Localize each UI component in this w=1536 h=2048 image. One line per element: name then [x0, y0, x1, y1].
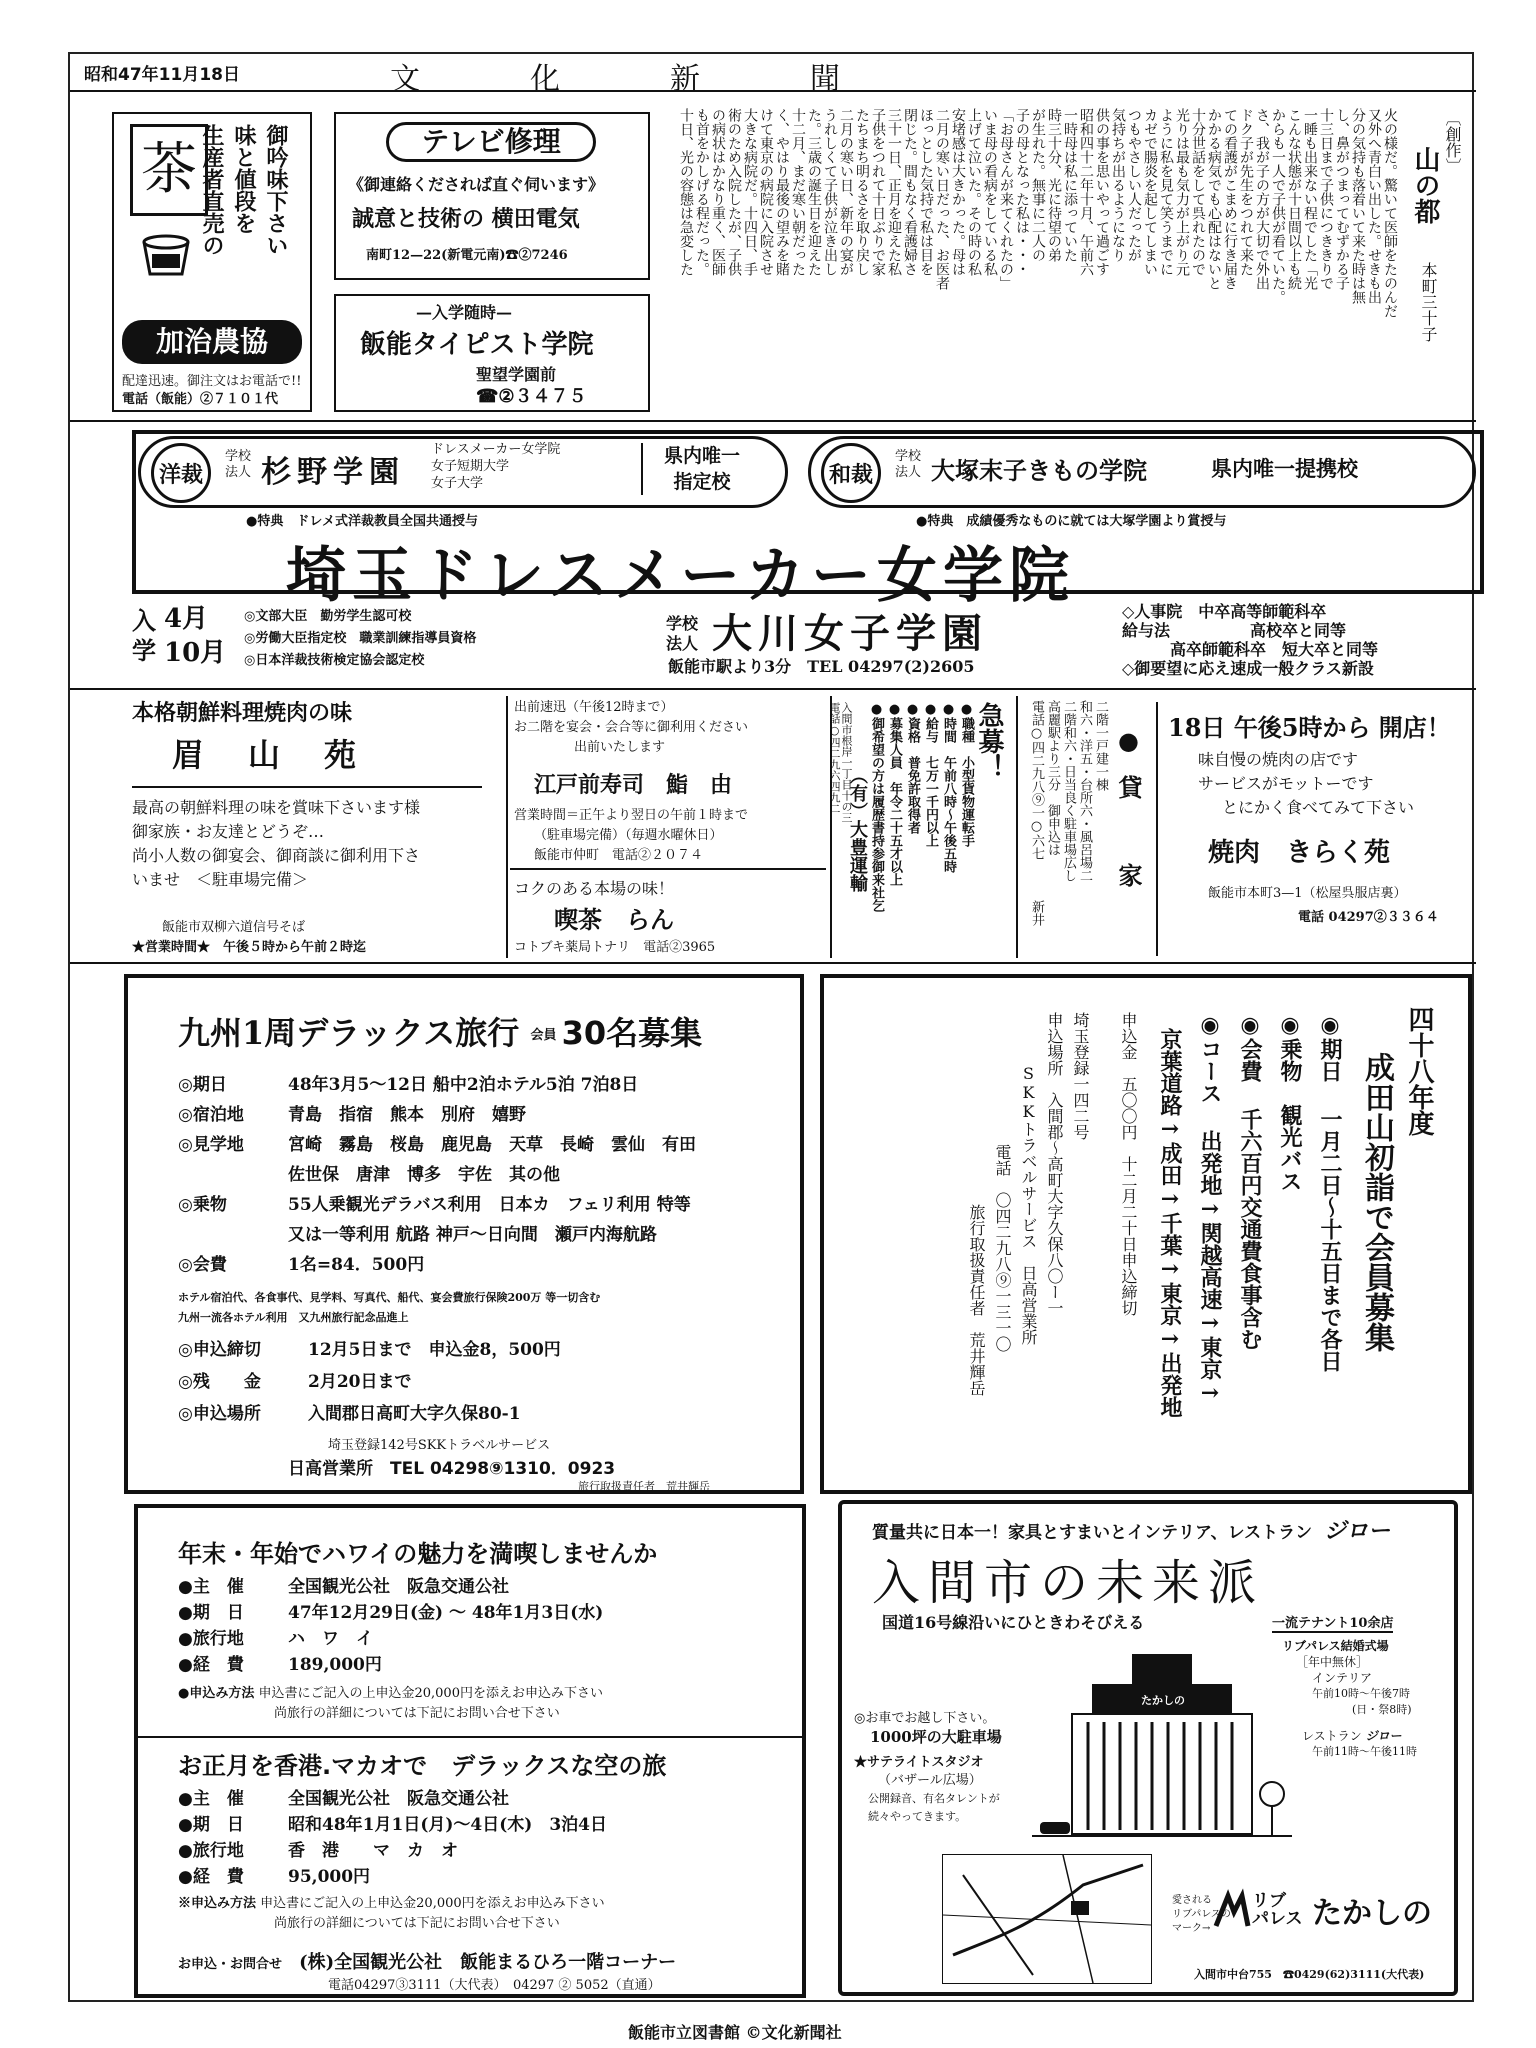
okawa-access: 飯能市駅より3分 TEL 04297(2)2605 — [668, 657, 975, 676]
story-column: の病状はかなり重く、医師 — [710, 108, 726, 276]
narita-item-1: ◉期日 一月二日〜十五日まで各日 — [1317, 1012, 1343, 1372]
story-column: 十三日まで子供につききりで — [1318, 108, 1334, 290]
jiro-brand-2: ジロー — [1365, 1729, 1402, 1743]
hongkong-apply-label: ※申込み方法 — [178, 1896, 257, 1911]
narita-reg: 埼玉登録一四二号 — [1071, 1012, 1090, 1140]
detail-row — [178, 1130, 798, 1160]
detail-value: 宮崎 霧島 桜島 鹿児島 天草 長崎 雲仙 有田 — [288, 1135, 696, 1155]
detail-value: 佐世保 唐津 博多 宇佐 其の他 — [288, 1165, 560, 1185]
liv-note-2: リブパレスの — [1172, 1909, 1231, 1920]
narita-title: 四十八年度 — [1404, 1006, 1434, 1136]
kissa-addr: コトブキ薬局トナリ 電話②3965 — [514, 940, 716, 955]
story-label: 〔創作〕 — [1443, 110, 1462, 174]
takashino-rest-hours: 午前11時〜午後11時 — [1312, 1745, 1417, 1758]
detail-row — [178, 1398, 798, 1430]
hongkong-contact: (株)全国観光公社 飯能まるひろ一階コーナー — [299, 1952, 677, 1973]
story-column: いま母の看病をしている私 — [982, 108, 998, 276]
typist-tel: ☎②３４７５ — [476, 386, 587, 407]
detail-label: ◎乗物 — [178, 1195, 227, 1215]
sushi-line-2: お二階を宴会・会合等に御利用ください — [514, 720, 749, 735]
otsuka-note: ●特典 成績優秀なものに就ては大塚学園より賞授与 — [916, 514, 1227, 529]
story-column: 上げて泣いた。その時の私 — [966, 108, 982, 276]
detail-row — [178, 1220, 798, 1250]
detail-label: ●期 日 — [178, 1603, 244, 1623]
bizan-name: 眉 山 苑 — [172, 736, 363, 774]
hongkong-apply-2: 尚旅行の詳細については下記にお問い合せ下さい — [274, 1916, 560, 1931]
narita-tel: 電話 〇四二九八⑨一三一〇 — [993, 1144, 1012, 1352]
story-column: ドク子が先生をつれて来た — [1238, 108, 1254, 276]
takashino-parking-size: 1000坪の大駐車場 — [870, 1728, 1002, 1746]
jiro-brand: ジロー — [1324, 1519, 1391, 1544]
story-column: ように私を見て笑うまでに — [1158, 108, 1174, 276]
okawa-school-ad — [132, 602, 1484, 680]
kiraku-head: 18日 午後5時から 開店！ — [1168, 713, 1451, 742]
hawaii-details — [178, 1574, 603, 1678]
narita-item-3: ◉会費 千六百円交通費食事含む — [1237, 1012, 1263, 1350]
liv-note-1: 愛される — [1172, 1895, 1212, 1906]
takashino-sub: 国道16号線沿いにひときわそびえる — [882, 1613, 1145, 1632]
story-column: からも一人で子供が看ていた。 — [1270, 108, 1286, 304]
kiraku-name: 焼肉 きらく苑 — [1208, 838, 1391, 868]
story-column: 子供をつれて十日ぶりで家 — [870, 108, 886, 276]
narita-item-2: ◉乗物 観光バス — [1277, 1012, 1303, 1192]
takashino-wedding: リブパレス結婚式場 — [1282, 1639, 1389, 1653]
kashiya-ad — [1022, 696, 1152, 958]
takashino-title: 入間市の未来派 — [872, 1555, 1265, 1611]
kashiya-line-2: 和六・洋五・台所六・風呂場二 — [1077, 700, 1092, 882]
kyubo-line-5: ●募集人員 年令二十五才以上 — [887, 702, 902, 886]
detail-value: 入間郡日高町大字久保80-1 — [308, 1404, 521, 1424]
kiraku-line-2: サービスがモットーです — [1198, 774, 1374, 793]
detail-label: ●主 催 — [178, 1577, 244, 1597]
story-column: たちまち明るさを取り戻し — [854, 108, 870, 276]
okawa-point-3: ◎日本洋裁技術検定協会認定校 — [244, 653, 425, 668]
detail-label: ●経 費 — [178, 1867, 244, 1887]
narita-skk: SKKトラベルサービス 日高営業所 — [1019, 1064, 1038, 1345]
tea-note: 配達迅速。御注文はお電話で!! — [122, 374, 302, 389]
okawa-name: 大川女子学園 — [712, 610, 988, 657]
kyushu-reg: 埼玉登録142号SKKトラベルサービス — [328, 1438, 551, 1453]
story-column: 時三十分、光に待望の弟 — [1046, 108, 1062, 262]
okawa-point-1: ◎文部大臣 勤労学生認可校 — [244, 609, 412, 624]
story-column: も首をかしげる程だった。 — [694, 108, 710, 276]
detail-value: 47年12月29日(金) ～ 48年1月3日(水) — [288, 1603, 604, 1623]
sushi-addr: 飯能市仲町 電話②２０７４ — [534, 848, 704, 863]
story-column: けて東京の病院に入院させ — [758, 108, 774, 276]
kyushu-member: 会員 — [530, 1027, 557, 1043]
takashino-sat-note-2: 続々やってきます。 — [868, 1810, 967, 1823]
okawa-right-1: ◇人事院 中卒高等師範科卒 — [1122, 602, 1327, 621]
kyushu-note-2: 九州一流各ホテル利用 又九州旅行記念品進上 — [178, 1311, 409, 1324]
kashiya-line-1: 二階一戸建一棟 — [1093, 700, 1108, 791]
hongkong-apply — [178, 1894, 605, 1934]
takashino-addr: 入間市中台755 ☎0429(62)3111(大代表) — [1194, 1968, 1425, 1981]
livpalace-logo-b: パレス — [1252, 1909, 1303, 1929]
takashino-wedding-sub: ［年中無休］ — [1296, 1655, 1369, 1669]
detail-row — [178, 1812, 607, 1838]
tv-sub: 《御連絡くだされば直ぐ伺います》 — [348, 175, 605, 194]
detail-value: 95,000円 — [288, 1867, 371, 1887]
building-illustration — [1032, 1644, 1292, 1844]
detail-value: 全国観光公社 阪急交通公社 — [288, 1789, 509, 1809]
hawaii-title: 年末・年始でハワイの魅力を満喫しませんか — [178, 1540, 658, 1568]
tv-line: 誠意と技術の 横田電気 — [352, 206, 580, 232]
okawa-point-2: ◎労働大臣指定校 職業訓練指導員資格 — [244, 631, 477, 646]
takashino-satellite: ★サテライトスタジオ — [854, 1755, 984, 1770]
story-column: 二月の寒い日だった、お医者 — [934, 108, 950, 290]
story-title: 山の都 — [1410, 146, 1440, 224]
kiraku-line-1: 味自慢の焼肉の店です — [1198, 750, 1359, 769]
narita-apply: 申込金 五〇〇円 十二月二十日申込締切 — [1119, 1012, 1138, 1316]
dressmaker-banner — [132, 430, 1484, 611]
hongkong-tel: 電話04297③3111（大代表） 04297 ② 5052（直通） — [328, 1978, 661, 1993]
kyushu-count: 30名募集 — [561, 1014, 703, 1052]
kyushu-tour-ad — [124, 974, 804, 1494]
bizan-hours: ★営業時間★ 午後５時から午前２時迄 — [132, 940, 367, 955]
sushi-name: 江戸前寿司 鮨 由 — [534, 772, 733, 798]
takashino-tenant: 一流テナント10余店 — [1272, 1612, 1393, 1633]
story-column: 供の事を思いやって過ごす — [1094, 108, 1110, 276]
narita-title2: 成田山初詣で会員募集 — [1359, 1052, 1394, 1352]
kiraku-line-3: とにかく食べてみて下さい — [1222, 798, 1415, 817]
liv-note-3: マーク→ — [1172, 1923, 1211, 1934]
detail-row — [178, 1160, 798, 1190]
otsuka-block — [808, 436, 1476, 508]
okawa-corp: 学校法人 — [666, 614, 699, 653]
takashino-top — [872, 1514, 1390, 1545]
okawa-months — [164, 602, 226, 670]
building-sign: たかしの — [1138, 1692, 1188, 1708]
story-column: 術のため入院したが、子供 — [726, 108, 742, 276]
kyubo-line-2: ●時間 午前八時〜午後五時 — [941, 702, 956, 873]
detail-label: ●旅行地 — [178, 1629, 244, 1649]
bizan-head: 本格朝鮮料理焼肉の味 — [132, 700, 353, 726]
hongkong-details — [178, 1786, 607, 1890]
detail-label: ●主 催 — [178, 1789, 244, 1809]
okawa-right-3: 高卒師範科卒 短大卒と同等 — [1122, 640, 1379, 659]
sugino-note: ●特典 ドレメ式洋裁教員全国共通授与 — [246, 514, 478, 529]
hawaii-apply — [178, 1684, 603, 1724]
detail-value: 昭和48年1月1日(月)〜4日(木) 3泊4日 — [288, 1815, 607, 1835]
bizan-ad — [132, 696, 492, 958]
zenkoku-tour-ads — [134, 1504, 806, 1998]
tea-cup-icon — [136, 230, 196, 280]
story-column: た。三歳の誕生日を迎えた — [806, 108, 822, 276]
sugino-badge — [641, 443, 761, 495]
story-column: うれしくて子供が泣き出し — [822, 108, 838, 276]
detail-label: ●期 日 — [178, 1815, 244, 1835]
tv-repair-ad — [334, 112, 650, 280]
detail-value: 189,000円 — [288, 1655, 382, 1675]
takashino-interior-hours: 午前10時〜午後7時 — [1312, 1687, 1410, 1700]
detail-value: 55人乗観光デラバス利用 日本カ フェリ利用 特等 — [288, 1195, 691, 1215]
detail-value: 又は一等利用 航路 神戸〜日向間 瀬戸内海航路 — [288, 1225, 657, 1245]
tv-addr: 南町12—22(新電元南)☎②7246 — [366, 248, 568, 263]
detail-value: 1名=84．500円 — [288, 1255, 425, 1275]
detail-label: ◎残 金 — [178, 1372, 261, 1392]
kashiya-line-5: 電話○四二九八⑨一○六七 — [1029, 700, 1044, 860]
typist-name: 飯能タイピスト学院 — [360, 330, 594, 360]
takashino-bazaar: （バザール広場） — [878, 1773, 982, 1788]
detail-row — [178, 1786, 607, 1812]
narita-manager: 旅行取扱責任者 荒井輝岳 — [967, 1204, 986, 1396]
story-column: 三十一日、正月を迎えた私 — [886, 108, 902, 276]
detail-row — [178, 1864, 607, 1890]
sushi-sub: （駐車場完備）（毎週水曜休日） — [534, 828, 723, 843]
detail-row — [178, 1652, 603, 1678]
kiraku-ad — [1156, 702, 1472, 956]
kyubo-ad — [828, 696, 1012, 958]
kiraku-tel: 電話 04297②３３６４ — [1298, 910, 1439, 925]
okawa-month-2: 10月 — [164, 638, 227, 668]
takashino-info — [1282, 1638, 1417, 1760]
takashino-sat-note-1: 公開録音、有名タレントが — [868, 1792, 1000, 1805]
story-column: 又外へ青白い出した。せきも出 — [1366, 108, 1382, 304]
detail-value: 48年3月5〜12日 船中2泊ホテル5泊 7泊8日 — [288, 1075, 639, 1095]
typist-top: —入学随時— — [416, 303, 513, 322]
takashino-restaurant: レストラン — [1302, 1729, 1362, 1743]
takashino-rest-row — [1282, 1728, 1417, 1744]
story-column: 火の様だ。驚いて医師をたのんだ — [1382, 108, 1398, 318]
tea-tel: 電話（飯能）②７１０１代 — [122, 392, 279, 407]
issue-date: 昭和47年11月18日 — [84, 65, 240, 85]
takashino-interior-days: (日・祭8時) — [1352, 1703, 1412, 1716]
sugino-block — [138, 436, 788, 508]
detail-label — [178, 1220, 278, 1250]
masthead-title: 文 化 新 聞 — [390, 62, 880, 97]
bizan-body-4: いませ ＜駐車場完備＞ — [132, 870, 309, 889]
kyushu-title-text: 九州1周デラックス旅行 — [178, 1014, 520, 1052]
newspaper-page — [68, 52, 1474, 2002]
detail-label: ◎会費 — [178, 1255, 227, 1275]
sugino-badge-2: 指定校 — [673, 471, 731, 493]
sugino-sub-1: ドレスメーカー女学院 — [431, 442, 561, 457]
okawa-points — [244, 606, 476, 672]
detail-value: ハ ワ イ — [288, 1629, 373, 1649]
kyushu-details — [178, 1070, 798, 1280]
narita-item-4: ◉コース 出発地→関越高速→東京→ — [1197, 1012, 1223, 1406]
kiraku-addr: 飯能市本町3—1（松屋呉服店裏） — [1208, 886, 1407, 901]
kyushu-details-2 — [178, 1334, 798, 1430]
story-column: 大きな病院だ。十四日、手 — [742, 108, 758, 276]
location-map — [942, 1854, 1152, 1984]
kyushu-note-1: ホテル宿泊代、各食事代、見学料、写真代、船代、宴会費旅行保険200万 等一切含む — [178, 1291, 601, 1304]
kashiya-line-4: 高麗駅より三分 御申込は — [1045, 700, 1060, 856]
kiraku-lines — [1198, 748, 1414, 820]
kyushu-note — [178, 1288, 600, 1328]
sushi-ad — [514, 696, 824, 866]
story-column: 光りは最も気力が上がり元 — [1174, 108, 1190, 276]
library-credit: 飯能市立図書館 ©文化新聞社 — [628, 2023, 842, 2042]
detail-row — [178, 1070, 798, 1100]
tv-title: テレビ修理 — [386, 122, 596, 162]
story-column: 二月の寒い日、新年の宴が — [838, 108, 854, 276]
story-column: ての看護がこまめに行き届き — [1222, 108, 1238, 290]
kyushu-office: 日高営業所 TEL 04298⑨1310．0923 — [288, 1459, 616, 1479]
detail-row — [178, 1100, 798, 1130]
kyubo-tel: 電話○四二九六四九二 — [828, 702, 841, 814]
bizan-body-1: 最高の朝鮮料理の味を賞味下さいます様 — [132, 798, 421, 817]
okawa-right-4: ◇御要望に応え速成一般クラス新設 — [1122, 659, 1374, 678]
kyushu-manager: 旅行取扱責任者 荒井輝岳 — [578, 1480, 710, 1493]
detail-label: ●経 費 — [178, 1655, 244, 1675]
bizan-body-3: 尚小人数の御宴会、御商談に御利用下さ — [132, 846, 421, 865]
story-column: カゼで腸炎を起してしまい — [1142, 108, 1158, 276]
story-column: さ、我が子の方が大切で外出 — [1254, 108, 1270, 290]
story-column: 一睡も出来ない程でした「光 — [1302, 108, 1318, 290]
story-column: 子の母となった私は・・・ — [1014, 108, 1030, 276]
kyubo-line-4: ●資格 普免許取得者 — [905, 702, 920, 834]
story-column: 十分世話をして呉れたので — [1190, 108, 1206, 276]
hawaii-apply-1: 申込書にご記入の上申込金20,000円を添えお申込み下さい — [258, 1686, 603, 1701]
takashino-parking-note: ◎お車でお越し下さい。 — [854, 1711, 996, 1726]
story-column: 一時母は私に添っていた — [1062, 108, 1078, 262]
story-column: ほっとした気持で私は目を — [918, 108, 934, 276]
banner-main: 埼玉ドレスメーカー女学院 — [286, 541, 1075, 611]
narita-item-5: 京葉道路→成田→千葉→東京→出発地 — [1157, 1028, 1183, 1418]
detail-label: ◎宿泊地 — [178, 1105, 244, 1125]
story-author: 本町三十子 — [1419, 262, 1438, 342]
tea-line-3: 御吟味下さい — [263, 124, 289, 256]
kyubo-addr: 入間市根岸一丁目十の三 — [840, 702, 853, 823]
otsuka-corp: 学校法人 — [895, 449, 922, 480]
story-column: 閉じた。間もなく看護婦さ — [902, 108, 918, 276]
sushi-lines — [514, 698, 748, 758]
tea-shop-name: 加治農協 — [122, 320, 302, 364]
sushi-line-3: 出前いたします — [574, 740, 666, 755]
story-column: こんな状態が十日間以上も続 — [1286, 108, 1302, 290]
bizan-body-2: 御家族・お友達とどうぞ… — [132, 822, 325, 841]
story-column: 安堵感は大きかった。母は — [950, 108, 966, 276]
takashino-interior: インテリア — [1312, 1671, 1373, 1685]
hongkong-contact-row — [178, 1948, 676, 1974]
okawa-entry: 入学 — [132, 606, 156, 665]
story-column: 分の気持も落着いて来た時は無 — [1350, 108, 1366, 304]
detail-label: ◎期日 — [178, 1075, 227, 1095]
typist-addr: 聖望学園前 — [476, 365, 557, 384]
tea-ad — [112, 112, 312, 412]
kyubo-line-6: ●御希望の方は履歴書持参御来社乞 — [869, 702, 884, 912]
okawa-right-2: 給与法 高校卒と同等 — [1122, 621, 1347, 640]
sugino-sub — [431, 441, 631, 492]
detail-value: 12月5日まで 申込金8，500円 — [308, 1340, 561, 1360]
story-column: 十日、光の容態は急変した — [678, 108, 694, 276]
detail-label: ◎申込締切 — [178, 1340, 261, 1360]
detail-value: 全国観光公社 阪急交通公社 — [288, 1577, 509, 1597]
kyubo-line-1: ●職種 小型貨物運転手 — [959, 702, 974, 847]
detail-row — [178, 1250, 798, 1280]
story-column: く、やはり最後の望みを賭 — [774, 108, 790, 276]
serial-story — [670, 102, 1474, 420]
tea-logo: 茶 — [130, 124, 208, 216]
detail-value: 青島 指宿 熊本 別府 嬉野 — [288, 1105, 526, 1125]
detail-row — [178, 1366, 798, 1398]
detail-row — [178, 1600, 603, 1626]
bizan-addr: 飯能市双柳六道信号そば — [162, 920, 306, 935]
story-column: つもやさしい人だったが — [1126, 108, 1142, 262]
hawaii-apply-2: 尚旅行の詳細については下記にお問い合せ下さい — [274, 1706, 560, 1721]
detail-label: ◎申込場所 — [178, 1404, 261, 1424]
takashino-logo-name: たかしの — [1312, 1896, 1432, 1931]
story-column: が生れた。無事に二人の — [1030, 108, 1046, 262]
kissa-name: 喫茶 らん — [554, 905, 674, 934]
kashiya-title: ●貸 家 — [1114, 726, 1143, 907]
okawa-right — [1122, 602, 1378, 678]
tea-line-1: 生産者直売の — [199, 124, 225, 256]
livpalace-mark-icon — [1214, 1892, 1250, 1928]
story-column: 気持ちが出るようになり — [1110, 108, 1126, 262]
hongkong-contact-label: お申込・お問合せ — [178, 1957, 283, 1972]
kissa-ad — [514, 876, 824, 958]
hawaii-apply-label: ●申込み方法 — [178, 1686, 255, 1701]
story-column: 十二月、まだ寒い朝だった — [790, 108, 806, 276]
sushi-line-1: 出前速迅（午後12時まで） — [514, 700, 674, 715]
sugino-circle: 洋裁 — [151, 443, 211, 503]
detail-label: ◎見学地 — [178, 1135, 244, 1155]
takashino-top-text: 質量共に日本一！家具とすまいとインテリア、レストラン — [872, 1523, 1313, 1543]
detail-value: 香 港 マ カ オ — [288, 1841, 458, 1861]
takashino-parking — [854, 1710, 1002, 1826]
sugino-name: 杉野学園 — [261, 455, 405, 490]
kashiya-line-6: 新井 — [1029, 900, 1044, 926]
detail-row — [178, 1334, 798, 1366]
story-body — [680, 108, 1400, 408]
narita-tour-ad — [820, 974, 1472, 1494]
detail-value: 2月20日まで — [308, 1372, 412, 1392]
kyushu-title — [178, 1008, 702, 1054]
story-column: し、鼻がつまってむずかる子 — [1334, 108, 1350, 290]
hongkong-apply-1: 申込書にご記入の上申込金20,000円を添えお申込み下さい — [260, 1896, 605, 1911]
livpalace-logo-a: リブ — [1252, 1891, 1286, 1911]
kyubo-title: 急募！ — [974, 702, 1004, 780]
sugino-sub-2: 女子短期大学 — [431, 459, 510, 474]
story-column: 「お母さんが来てくれたの」 — [998, 108, 1014, 290]
kyubo-company: （有）大豊運輸 — [847, 766, 868, 892]
kissa-top: コクのある本場の味！ — [514, 879, 675, 898]
livpalace-logo — [1252, 1892, 1303, 1928]
kyubo-line-3: ●給与 七万一千円以上 — [923, 702, 938, 847]
bizan-body — [132, 796, 420, 892]
detail-label: ●旅行地 — [178, 1841, 244, 1861]
tea-line-2: 味と値段を — [231, 124, 257, 234]
hongkong-title: お正月を香港.マカオで デラックスな空の旅 — [178, 1752, 667, 1780]
kashiya-line-3: 二階和六・日当良く駐車場広し — [1061, 700, 1076, 882]
otsuka-circle: 和裁 — [821, 443, 881, 503]
story-column: かかる病気でも心配はないと — [1206, 108, 1222, 290]
sugino-corp: 学校法人 — [225, 449, 252, 480]
sushi-hours: 営業時間＝正午より翌日の午前１時まで — [514, 808, 749, 823]
sugino-badge-1: 県内唯一 — [663, 445, 740, 467]
detail-row — [178, 1626, 603, 1652]
narita-place: 申込場所 入間郡〜高町大字久保八〇ー一 — [1045, 1012, 1064, 1316]
detail-label — [178, 1160, 278, 1190]
otsuka-name: 大塚末子きもの学院 — [931, 456, 1147, 485]
otsuka-badge: 県内唯一提携校 — [1211, 456, 1358, 481]
sugino-sub-3: 女子大学 — [431, 476, 484, 491]
detail-row — [178, 1190, 798, 1220]
takashino-ad — [838, 1500, 1458, 1996]
typist-school-ad — [334, 294, 650, 412]
story-column: 昭和四十二年十月、午前六 — [1078, 108, 1094, 276]
detail-row — [178, 1838, 607, 1864]
okawa-month-1: 4月 — [164, 604, 209, 634]
detail-row — [178, 1574, 603, 1600]
